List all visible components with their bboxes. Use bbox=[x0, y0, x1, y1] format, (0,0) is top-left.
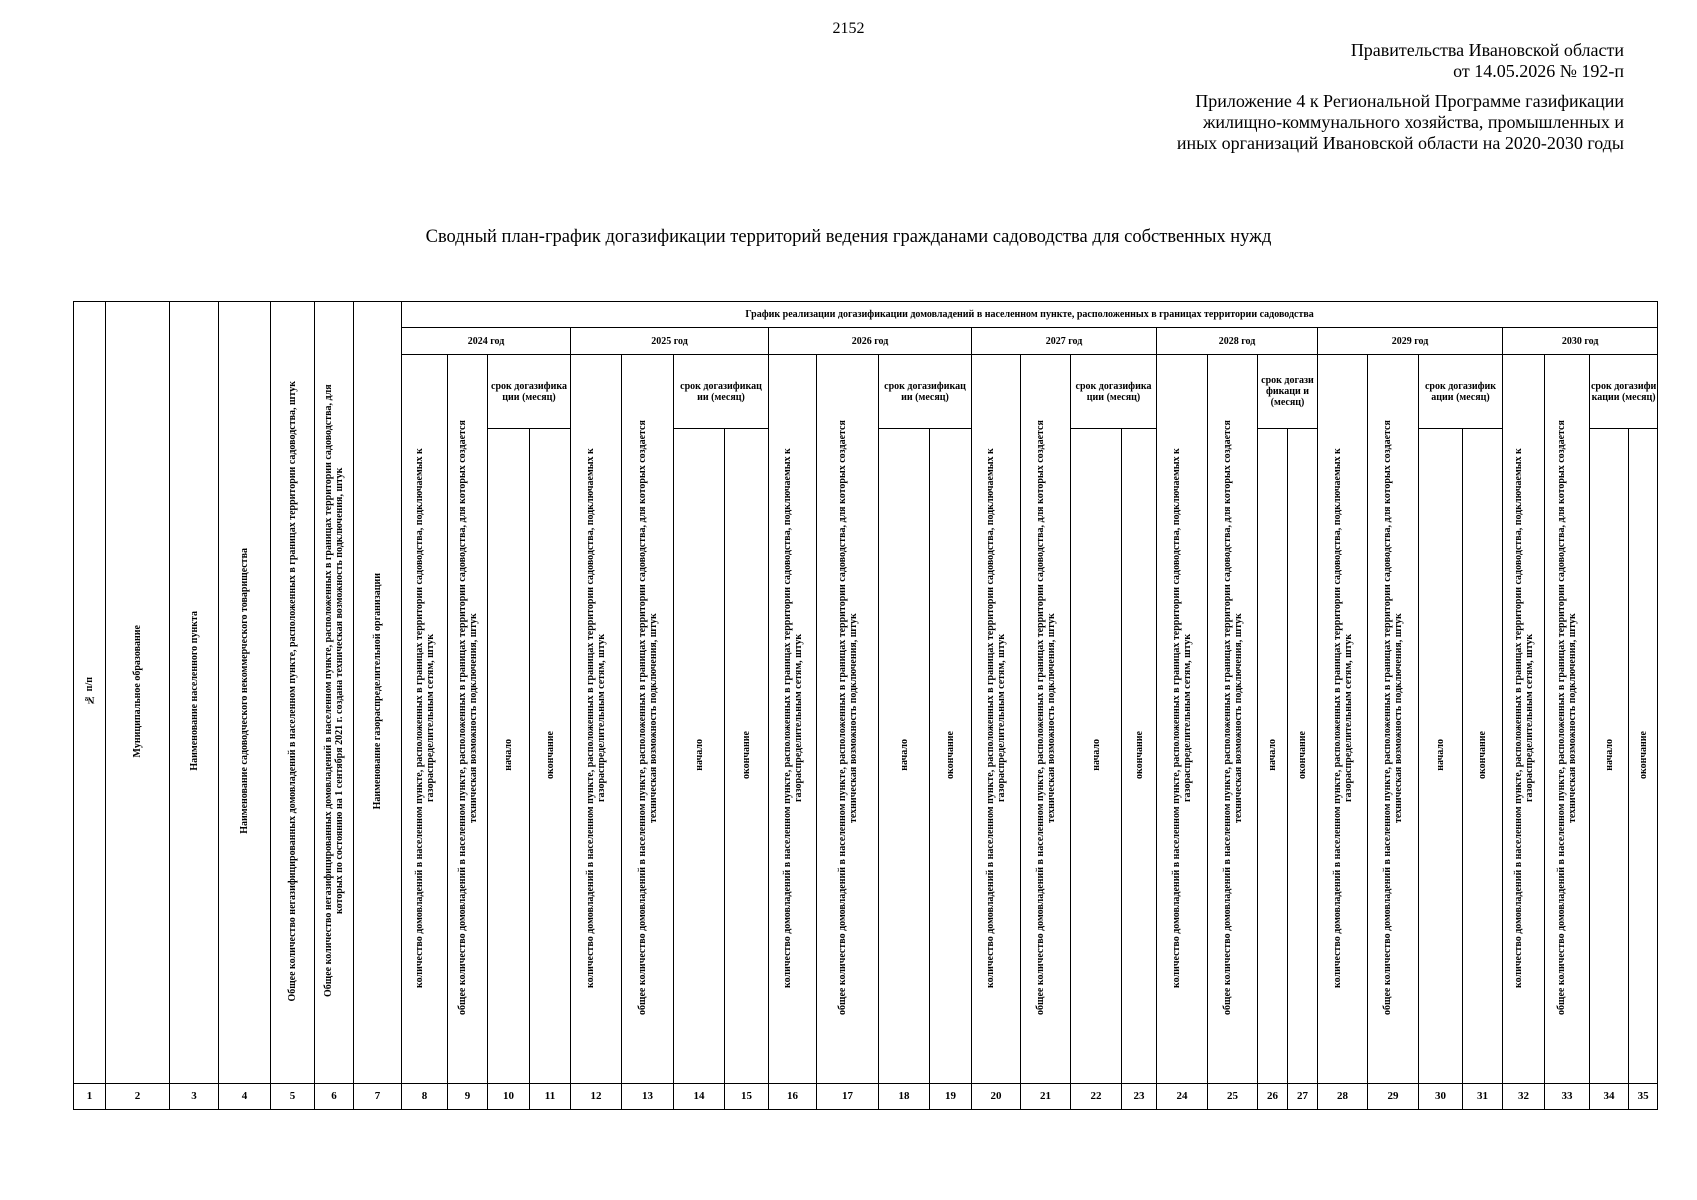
column-number-31: 31 bbox=[1463, 1084, 1503, 1110]
year-3-start-col bbox=[1071, 429, 1122, 1084]
year-3-total-col bbox=[1021, 355, 1071, 1084]
year-5-count-col bbox=[1318, 355, 1368, 1084]
header-col-3 bbox=[170, 302, 219, 1084]
column-number-34: 34 bbox=[1590, 1084, 1629, 1110]
year-0-count-col bbox=[402, 355, 448, 1084]
header-col-4 bbox=[219, 302, 271, 1084]
column-number-14: 14 bbox=[674, 1084, 725, 1110]
year-2-total-col-label: общее количество домовладений в населенном пункте, расположенных в границах территории садоводства, для которых создается техническая возможность подключения, штук bbox=[836, 420, 859, 1015]
year-5-start-col bbox=[1419, 429, 1463, 1084]
header-line-4: жилищно-коммунального хозяйства, промышленных и bbox=[1202, 112, 1624, 132]
year-0-start-col bbox=[488, 429, 530, 1084]
year-3-total-col-label: общее количество домовладений в населенном пункте, расположенных в границах территории садоводства, для которых создается техническая возможность подключения, штук bbox=[1034, 420, 1057, 1015]
column-number-3: 3 bbox=[170, 1084, 219, 1110]
column-number-35: 35 bbox=[1629, 1084, 1658, 1110]
year-2-total-col bbox=[817, 355, 879, 1084]
header-col-6 bbox=[315, 302, 354, 1084]
column-number-17: 17 bbox=[817, 1084, 879, 1110]
year-4-count-col-label: количество домовладений в населенном пункте, расположенных в границах территории садоводства, подключаемых к газораспределительным сетям, штук bbox=[1171, 447, 1193, 988]
header-col-7 bbox=[354, 302, 402, 1084]
year-5-count-col-label: количество домовладений в населенном пункте, расположенных в границах территории садоводства, подключаемых к газораспределительным сетям, штук bbox=[1331, 447, 1354, 988]
year-6-count-col bbox=[1503, 355, 1545, 1084]
column-number-11: 11 bbox=[530, 1084, 571, 1110]
year-1-start-col bbox=[674, 429, 725, 1084]
year-6-count-col-label: количество домовладений в населенном пункте, расположенных в границах территории садоводства, подключаемых к газораспределительным сетям, штук bbox=[1512, 447, 1535, 988]
header-col-5 bbox=[271, 302, 315, 1084]
column-number-16: 16 bbox=[769, 1084, 817, 1110]
year-6-end-col-label: окончание bbox=[1637, 730, 1649, 779]
column-number-13: 13 bbox=[622, 1084, 674, 1110]
year-2-end-col bbox=[930, 429, 972, 1084]
column-number-22: 22 bbox=[1071, 1084, 1122, 1110]
year-1-total-col bbox=[622, 355, 674, 1084]
year-0-total-col bbox=[448, 355, 488, 1084]
year-0-end-col-label: окончание bbox=[544, 730, 556, 779]
column-number-20: 20 bbox=[972, 1084, 1021, 1110]
column-number-21: 21 bbox=[1021, 1084, 1071, 1110]
year-2-start-col-label: начало bbox=[898, 738, 910, 771]
header-line-2: от 14.05.2026 № 192-п bbox=[1453, 61, 1624, 81]
column-number-5: 5 bbox=[271, 1084, 315, 1110]
year-header-2028: 2028 год bbox=[1157, 328, 1318, 355]
year-6-total-col-label: общее количество домовладений в населенном пункте, расположенных в границах территории садоводства, для которых создается техническая возможность подключения, штук bbox=[1556, 420, 1578, 1015]
year-4-count-col bbox=[1157, 355, 1208, 1084]
year-6-start-col bbox=[1590, 429, 1629, 1084]
document-header bbox=[1177, 40, 1624, 154]
year-2-start-col bbox=[879, 429, 930, 1084]
year-header-2024: 2024 год bbox=[402, 328, 571, 355]
header-line-1: Правительства Ивановской области bbox=[1350, 40, 1624, 60]
year-2-end-col-label: окончание bbox=[945, 730, 956, 779]
header-line-3: Приложение 4 к Региональной Программе газификации bbox=[1195, 91, 1624, 111]
year-1-count-col bbox=[571, 355, 622, 1084]
year-3-end-col-label: окончание bbox=[1133, 730, 1145, 779]
column-number-4: 4 bbox=[219, 1084, 271, 1110]
column-number-1: 1 bbox=[74, 1084, 106, 1110]
year-4-start-col bbox=[1258, 429, 1288, 1084]
year-0-start-col-label: начало bbox=[503, 738, 514, 771]
year-2-term-header: срок догазификац ии (месяц) bbox=[879, 355, 972, 429]
year-4-start-col-label: начало bbox=[1267, 738, 1278, 771]
year-3-term-header: срок догазифика ции (месяц) bbox=[1071, 355, 1157, 429]
column-number-19: 19 bbox=[930, 1084, 972, 1110]
year-6-start-col-label: начало bbox=[1603, 738, 1615, 771]
year-5-start-col-label: начало bbox=[1435, 738, 1446, 771]
column-number-23: 23 bbox=[1122, 1084, 1157, 1110]
column-number-7: 7 bbox=[354, 1084, 402, 1110]
header-col-7-label: Наименование газораспределительной организации bbox=[372, 572, 383, 810]
year-header-2030: 2030 год bbox=[1503, 328, 1658, 355]
column-number-32: 32 bbox=[1503, 1084, 1545, 1110]
year-1-term-header: срок догазификац ии (месяц) bbox=[674, 355, 769, 429]
year-6-end-col bbox=[1629, 429, 1658, 1084]
document-title: Сводный план-график догазификации территорий ведения гражданами садоводства для собственных нужд bbox=[425, 227, 1272, 247]
year-1-end-col-label: окончание bbox=[741, 730, 752, 779]
year-3-count-col bbox=[972, 355, 1021, 1084]
column-number-6: 6 bbox=[315, 1084, 354, 1110]
year-header-2029: 2029 год bbox=[1318, 328, 1503, 355]
year-0-count-col-label: количество домовладений в населенном пункте, расположенных в границах территории садоводства, подключаемых к газораспределительным сетям, штук bbox=[413, 447, 436, 988]
column-number-24: 24 bbox=[1157, 1084, 1208, 1110]
year-3-count-col-label: количество домовладений в населенном пункте, расположенных в границах территории садоводства, подключаемых к газораспределительным сетям, штук bbox=[985, 447, 1007, 988]
header-col-3-label: Наименование населенного пункта bbox=[188, 611, 200, 771]
header-col-1 bbox=[74, 302, 106, 1084]
year-1-start-col-label: начало bbox=[693, 738, 705, 771]
year-1-total-col-label: общее количество домовладений в населенном пункте, расположенных в границах территории садоводства, для которых создается техническая возможность подключения, штук bbox=[636, 420, 659, 1015]
year-5-end-col bbox=[1463, 429, 1503, 1084]
year-header-2025: 2025 год bbox=[571, 328, 769, 355]
year-4-total-col bbox=[1208, 355, 1258, 1084]
year-3-start-col-label: начало bbox=[1090, 738, 1102, 771]
year-6-total-col bbox=[1545, 355, 1590, 1084]
year-2-count-col-label: количество домовладений в населенном пункте, расположенных в границах территории садоводства, подключаемых к газораспределительным сетям, штук bbox=[781, 447, 804, 988]
header-col-2-label: Муниципальное образование bbox=[132, 624, 143, 758]
year-1-end-col bbox=[725, 429, 769, 1084]
column-number-15: 15 bbox=[725, 1084, 769, 1110]
column-number-33: 33 bbox=[1545, 1084, 1590, 1110]
column-number-12: 12 bbox=[571, 1084, 622, 1110]
column-number-30: 30 bbox=[1419, 1084, 1463, 1110]
column-number-27: 27 bbox=[1288, 1084, 1318, 1110]
column-number-26: 26 bbox=[1258, 1084, 1288, 1110]
year-5-total-col-label: общее количество домовладений в населенном пункте, расположенных в границах территории садоводства, для которых создается техническая возможность подключения, штук bbox=[1382, 420, 1404, 1015]
year-header-2026: 2026 год bbox=[769, 328, 972, 355]
year-header-2027: 2027 год bbox=[972, 328, 1157, 355]
header-col-5-label: Общее количество негазифицированных домовладений в населенном пункте, расположенных в границах территории садоводства, штук bbox=[287, 380, 298, 1002]
year-4-end-col-label: окончание bbox=[1297, 730, 1308, 779]
header-col-4-label: Наименование садоводческого некоммерческого товарищества bbox=[239, 548, 250, 834]
year-0-term-header: срок догазифика ции (месяц) bbox=[488, 355, 571, 429]
year-5-end-col-label: окончание bbox=[1477, 730, 1488, 779]
schedule-header: График реализации догазификации домовладений в населенном пункте, расположенных в границах территории садоводства bbox=[402, 302, 1658, 328]
year-5-term-header: срок догазифик ации (месяц) bbox=[1419, 355, 1503, 429]
header-col-6-label: Общее количество негазифицированных домовладений в населенном пункте, расположенных в границах территории садоводства, для которых по состоянию на 1 сентября 2021 г. создана техническая возможность подключения, штук bbox=[323, 384, 345, 998]
column-number-2: 2 bbox=[106, 1084, 170, 1110]
column-number-28: 28 bbox=[1318, 1084, 1368, 1110]
column-number-9: 9 bbox=[448, 1084, 488, 1110]
column-number-8: 8 bbox=[402, 1084, 448, 1110]
page-number: 2152 bbox=[832, 20, 865, 37]
header-line-5: иных организаций Ивановской области на 2020-2030 годы bbox=[1176, 133, 1624, 153]
schedule-table bbox=[73, 301, 1658, 1110]
year-0-end-col bbox=[530, 429, 571, 1084]
column-number-18: 18 bbox=[879, 1084, 930, 1110]
column-number-25: 25 bbox=[1208, 1084, 1258, 1110]
year-4-term-header: срок догази фикаци и (месяц) bbox=[1258, 355, 1318, 429]
year-1-count-col-label: количество домовладений в населенном пункте, расположенных в границах территории садоводства, подключаемых к газораспределительным сетям, штук bbox=[585, 447, 607, 988]
year-3-end-col bbox=[1122, 429, 1157, 1084]
year-5-total-col bbox=[1368, 355, 1419, 1084]
column-number-10: 10 bbox=[488, 1084, 530, 1110]
year-4-end-col bbox=[1288, 429, 1318, 1084]
year-2-count-col bbox=[769, 355, 817, 1084]
year-4-total-col-label: общее количество домовладений в населенном пункте, расположенных в границах территории садоводства, для которых создается техническая возможность подключения, штук bbox=[1221, 420, 1244, 1015]
header-col-2 bbox=[106, 302, 170, 1084]
column-number-29: 29 bbox=[1368, 1084, 1419, 1110]
year-6-term-header: срок догазифи кации (месяц) bbox=[1590, 355, 1658, 429]
header-col-1-label: № п/п bbox=[84, 677, 95, 705]
year-0-total-col-label: общее количество домовладений в населенном пункте, расположенных в границах территории садоводства, для которых создается техническая возможность подключения, штук bbox=[456, 420, 479, 1015]
